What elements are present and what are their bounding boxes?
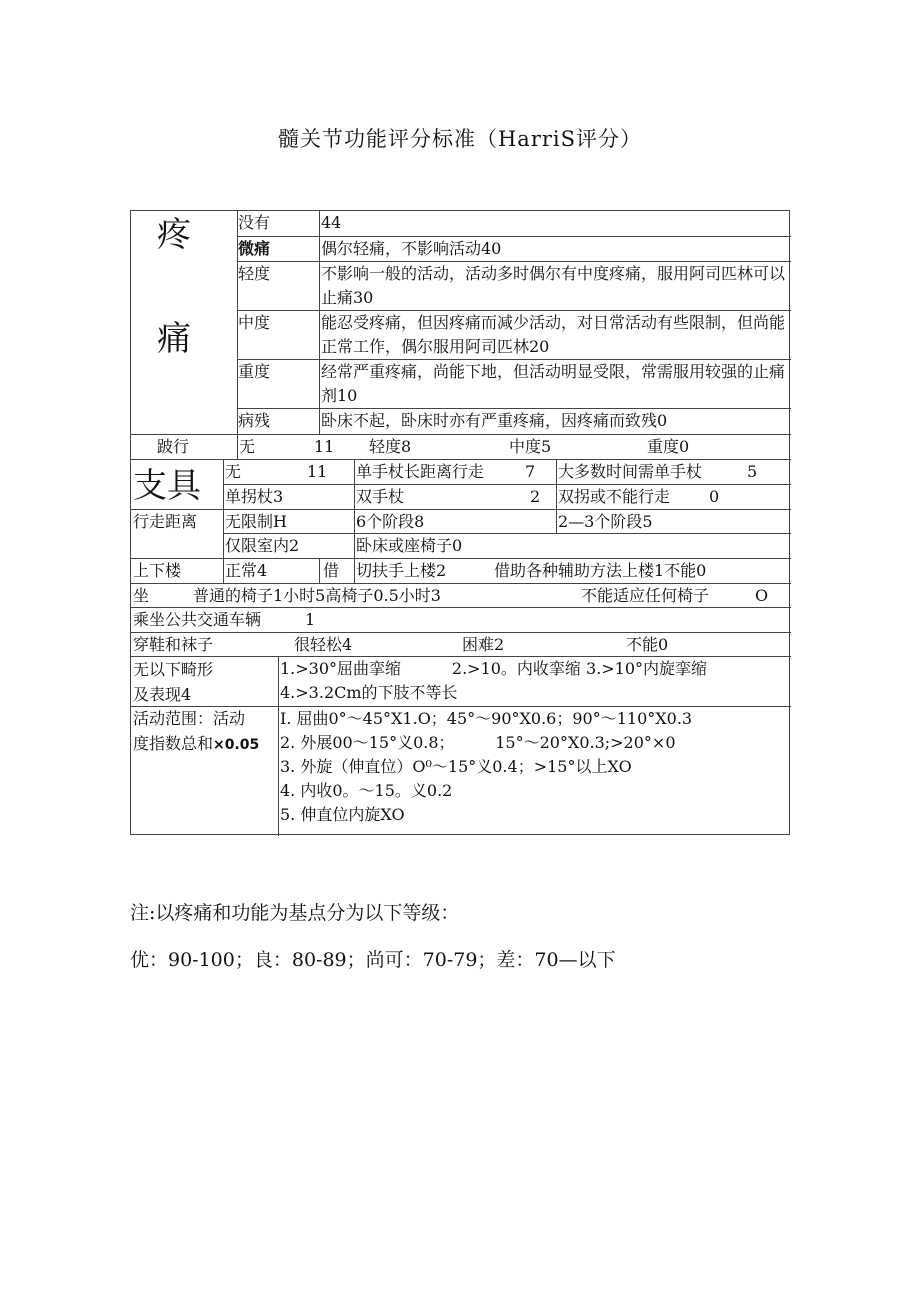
distance-indoors: 仅限室内2 [225, 536, 300, 555]
pain-level: 重度 [238, 362, 271, 381]
shoes-easy: 很轻松4 [294, 635, 353, 654]
deformity-label: 无以下畸形 [133, 660, 214, 679]
limp-none: 无 [239, 437, 256, 456]
harris-score-table [130, 210, 790, 835]
support-none: 无 [225, 462, 242, 481]
distance-bed: 卧床或座椅子0 [356, 536, 463, 555]
pain-desc: 能忍受疼痛，但因疼痛而减少活动，对日常活动有些限制，但尚能正常工作，偶尔服用阿司匹林20 [321, 313, 786, 356]
rom-line: 3. 外旋（伸直位）O⁰～15°义0.4；>15°以上XO [280, 757, 632, 776]
shoes-label: 穿鞋和袜子 [133, 635, 214, 654]
pain-desc: 经常严重疼痛，尚能下地，但活动明显受限，常需服用较强的止痛剂10 [321, 362, 786, 405]
rom-label: 活动范围：活动 [133, 709, 246, 728]
grading-note: 注:以疼痛和功能为基点分为以下等级： [130, 902, 460, 924]
support-cane-long-score: 7 [525, 462, 536, 481]
support-crutch: 单拐杖3 [225, 487, 284, 506]
pain-level: 没有 [238, 213, 271, 232]
rom-line: 4. 内收0。～15。义0.2 [280, 781, 453, 800]
support-cane-most: 大多数时间需单手杖 [558, 462, 703, 481]
rom-line: I. 屈曲0°～45°X1.O；45°～90°X0.6；90°～110°X0.3 [280, 709, 693, 728]
sitting-ordinary: 普通的椅子1小时5高椅子0.5小时3 [193, 586, 441, 605]
rom-line: 5. 伸直位内旋XO [280, 805, 405, 824]
distance-label: 行走距离 [133, 512, 198, 531]
shoes-hard: 困难2 [462, 635, 505, 654]
pain-label: 疼 [157, 215, 191, 255]
sitting-unable: 不能适应任何椅子 [581, 586, 710, 605]
pain-desc: 卧床不起，卧床时亦有严重疼痛，因疼痛而致残0 [321, 411, 668, 430]
stairs-label: 上下楼 [133, 561, 182, 580]
limp-label: 跛行 [157, 437, 190, 456]
pain-desc: 不影响一般的活动，活动多时偶尔有中度疼痛，服用阿司匹林可以止痛30 [321, 264, 786, 307]
limp-mild: 轻度8 [369, 437, 412, 456]
pain-desc: 44 [321, 213, 342, 232]
support-two-crutches: 双拐或不能行走 [558, 487, 671, 506]
deformity-label: 及表现4 [133, 685, 192, 704]
pain-desc: 偶尔轻痛，不影响活动40 [321, 239, 502, 258]
rom-label-text: 度指数总和 [133, 734, 214, 753]
pain-level: 中度 [238, 313, 271, 332]
pain-level: 轻度 [238, 264, 271, 283]
distance-unlimited: 无限制H [225, 512, 287, 531]
shoes-unable: 不能0 [626, 635, 669, 654]
support-cane-long: 单手杖长距离行走 [356, 462, 485, 481]
support-none-score: 11 [307, 462, 328, 481]
pain-level: 病残 [238, 411, 271, 430]
support-label: 支具 [133, 466, 201, 506]
grading-scale: 优：90-100；良：80-89；尚可：70-79；差：70—以下 [130, 949, 616, 971]
rom-factor: ×0.05 [213, 737, 260, 753]
limp-severe: 重度0 [647, 437, 690, 456]
support-two-canes: 双手杖 [356, 487, 405, 506]
stairs-borrow: 借 [323, 561, 340, 580]
stairs-aids: 借助各种辅助方法上楼1不能0 [494, 561, 707, 580]
support-two-canes-score: 2 [530, 487, 541, 506]
page-title: 髓关节功能评分标准（HarriS评分） [277, 127, 642, 151]
rom-line: 2. 外展00～15°义0.8； 15°～20°X0.3;>20°×0 [280, 733, 676, 752]
deformity-line: 4.>3.2Cm的下肢不等长 [280, 683, 458, 702]
stairs-rail: 切扶手上楼2 [356, 561, 447, 580]
transport-score: 1 [305, 610, 316, 629]
pain-level: 微痛 [238, 239, 271, 258]
distance-two-three: 2—3个阶段5 [558, 512, 653, 531]
sitting-label: 坐 [133, 586, 150, 605]
transport-label: 乘坐公共交通车辆 [133, 610, 262, 629]
deformity-line: 1.>30°屈曲挛缩 2.>10。内收挛缩 3.>10°内旋挛缩 [280, 659, 708, 678]
stairs-normal: 正常4 [225, 561, 268, 580]
limp-none-score: 11 [314, 437, 335, 456]
pain-label: 痛 [157, 319, 191, 359]
limp-moderate: 中度5 [509, 437, 552, 456]
support-cane-most-score: 5 [747, 462, 758, 481]
sitting-unable-score: O [755, 586, 769, 605]
support-two-crutches-score: 0 [709, 487, 720, 506]
distance-six-blocks: 6个阶段8 [356, 512, 425, 531]
rom-label [133, 732, 259, 757]
